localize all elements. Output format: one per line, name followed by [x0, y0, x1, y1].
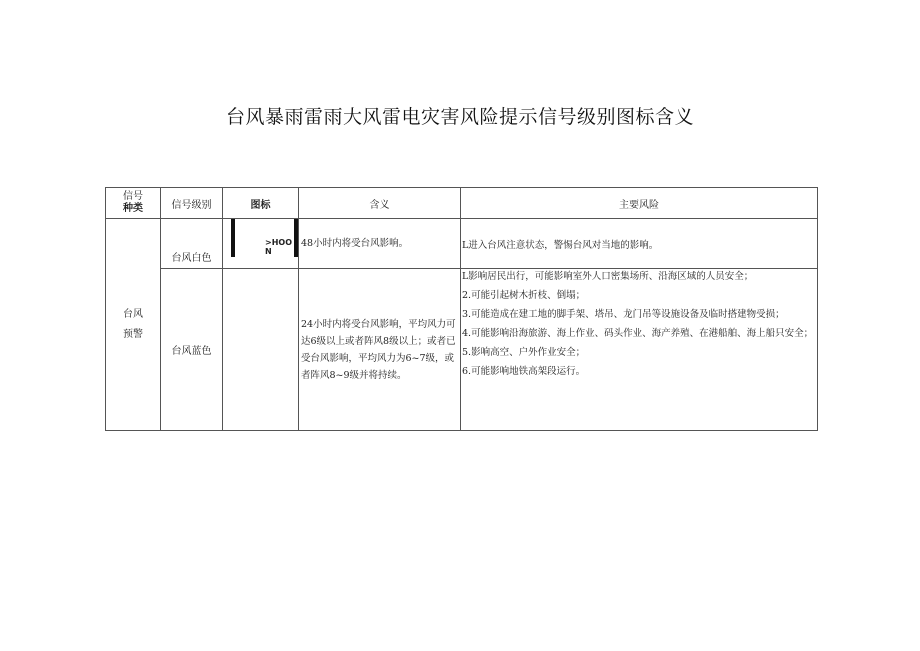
signal-type-line2: 预警: [123, 328, 143, 340]
page-title: 台风暴雨雷雨大风雷电灾害风险提示信号级别图标含义: [225, 106, 694, 128]
meaning-cell: 48小时内将受台风影响。: [299, 219, 461, 269]
meaning-cell: 24小时内将受台风影响，平均风力可达6级以上或者阵风8级以上；或者已受台风影响，平均风力为6~7级，或者阵风8~9级并将持续。: [299, 269, 461, 431]
signal-icon-cell: [223, 219, 299, 269]
table-header-row: [106, 188, 818, 219]
signal-level-cell: 台风蓝色: [161, 269, 223, 431]
icon-bar-right: [294, 219, 298, 257]
icon-text-line1: >HOO: [265, 238, 292, 247]
table-row: [106, 219, 818, 269]
icon-text-line2: N: [265, 247, 272, 256]
signal-type-line1: 台风: [123, 308, 143, 320]
risk-item: 3.可能造成在建工地的脚手架、塔吊、龙门吊等设施设备及临时搭建物受损；: [462, 309, 785, 320]
signal-table: [105, 187, 818, 431]
header-meaning: 含义: [299, 188, 461, 219]
header-signal-type: [106, 188, 161, 219]
risk-item: L影响居民出行，可能影响室外人口密集场所、沿海区域的人员安全；: [462, 271, 754, 282]
signal-level-cell: 台风白色: [161, 219, 223, 269]
header-icon: 图标: [223, 188, 299, 219]
header-main-risk: 主要风险: [461, 188, 818, 219]
icon-bar-left: [231, 219, 235, 257]
typhoon-white-icon: [265, 238, 292, 256]
signal-icon-cell: [223, 269, 299, 431]
header-signal-type-line1: 信号: [123, 191, 143, 202]
header-signal-type-line2: 种类: [123, 203, 143, 214]
signal-type-cell: [106, 219, 161, 431]
risk-item: 2.可能引起树木折枝、倒塌；: [462, 290, 586, 301]
risk-cell: L进入台风注意状态，警惕台风对当地的影响。: [461, 219, 818, 269]
risk-item: 5.影响高空、户外作业安全；: [462, 347, 586, 358]
risk-item: 4.可能影响沿海旅游、海上作业、码头作业、海产养殖、在港船舶、海上船只安全；: [462, 328, 814, 339]
table-row: [106, 269, 818, 431]
header-signal-level: 信号级别: [161, 188, 223, 219]
risk-item: 6.可能影响地铁高架段运行。: [462, 366, 586, 377]
risk-cell: [461, 269, 818, 431]
